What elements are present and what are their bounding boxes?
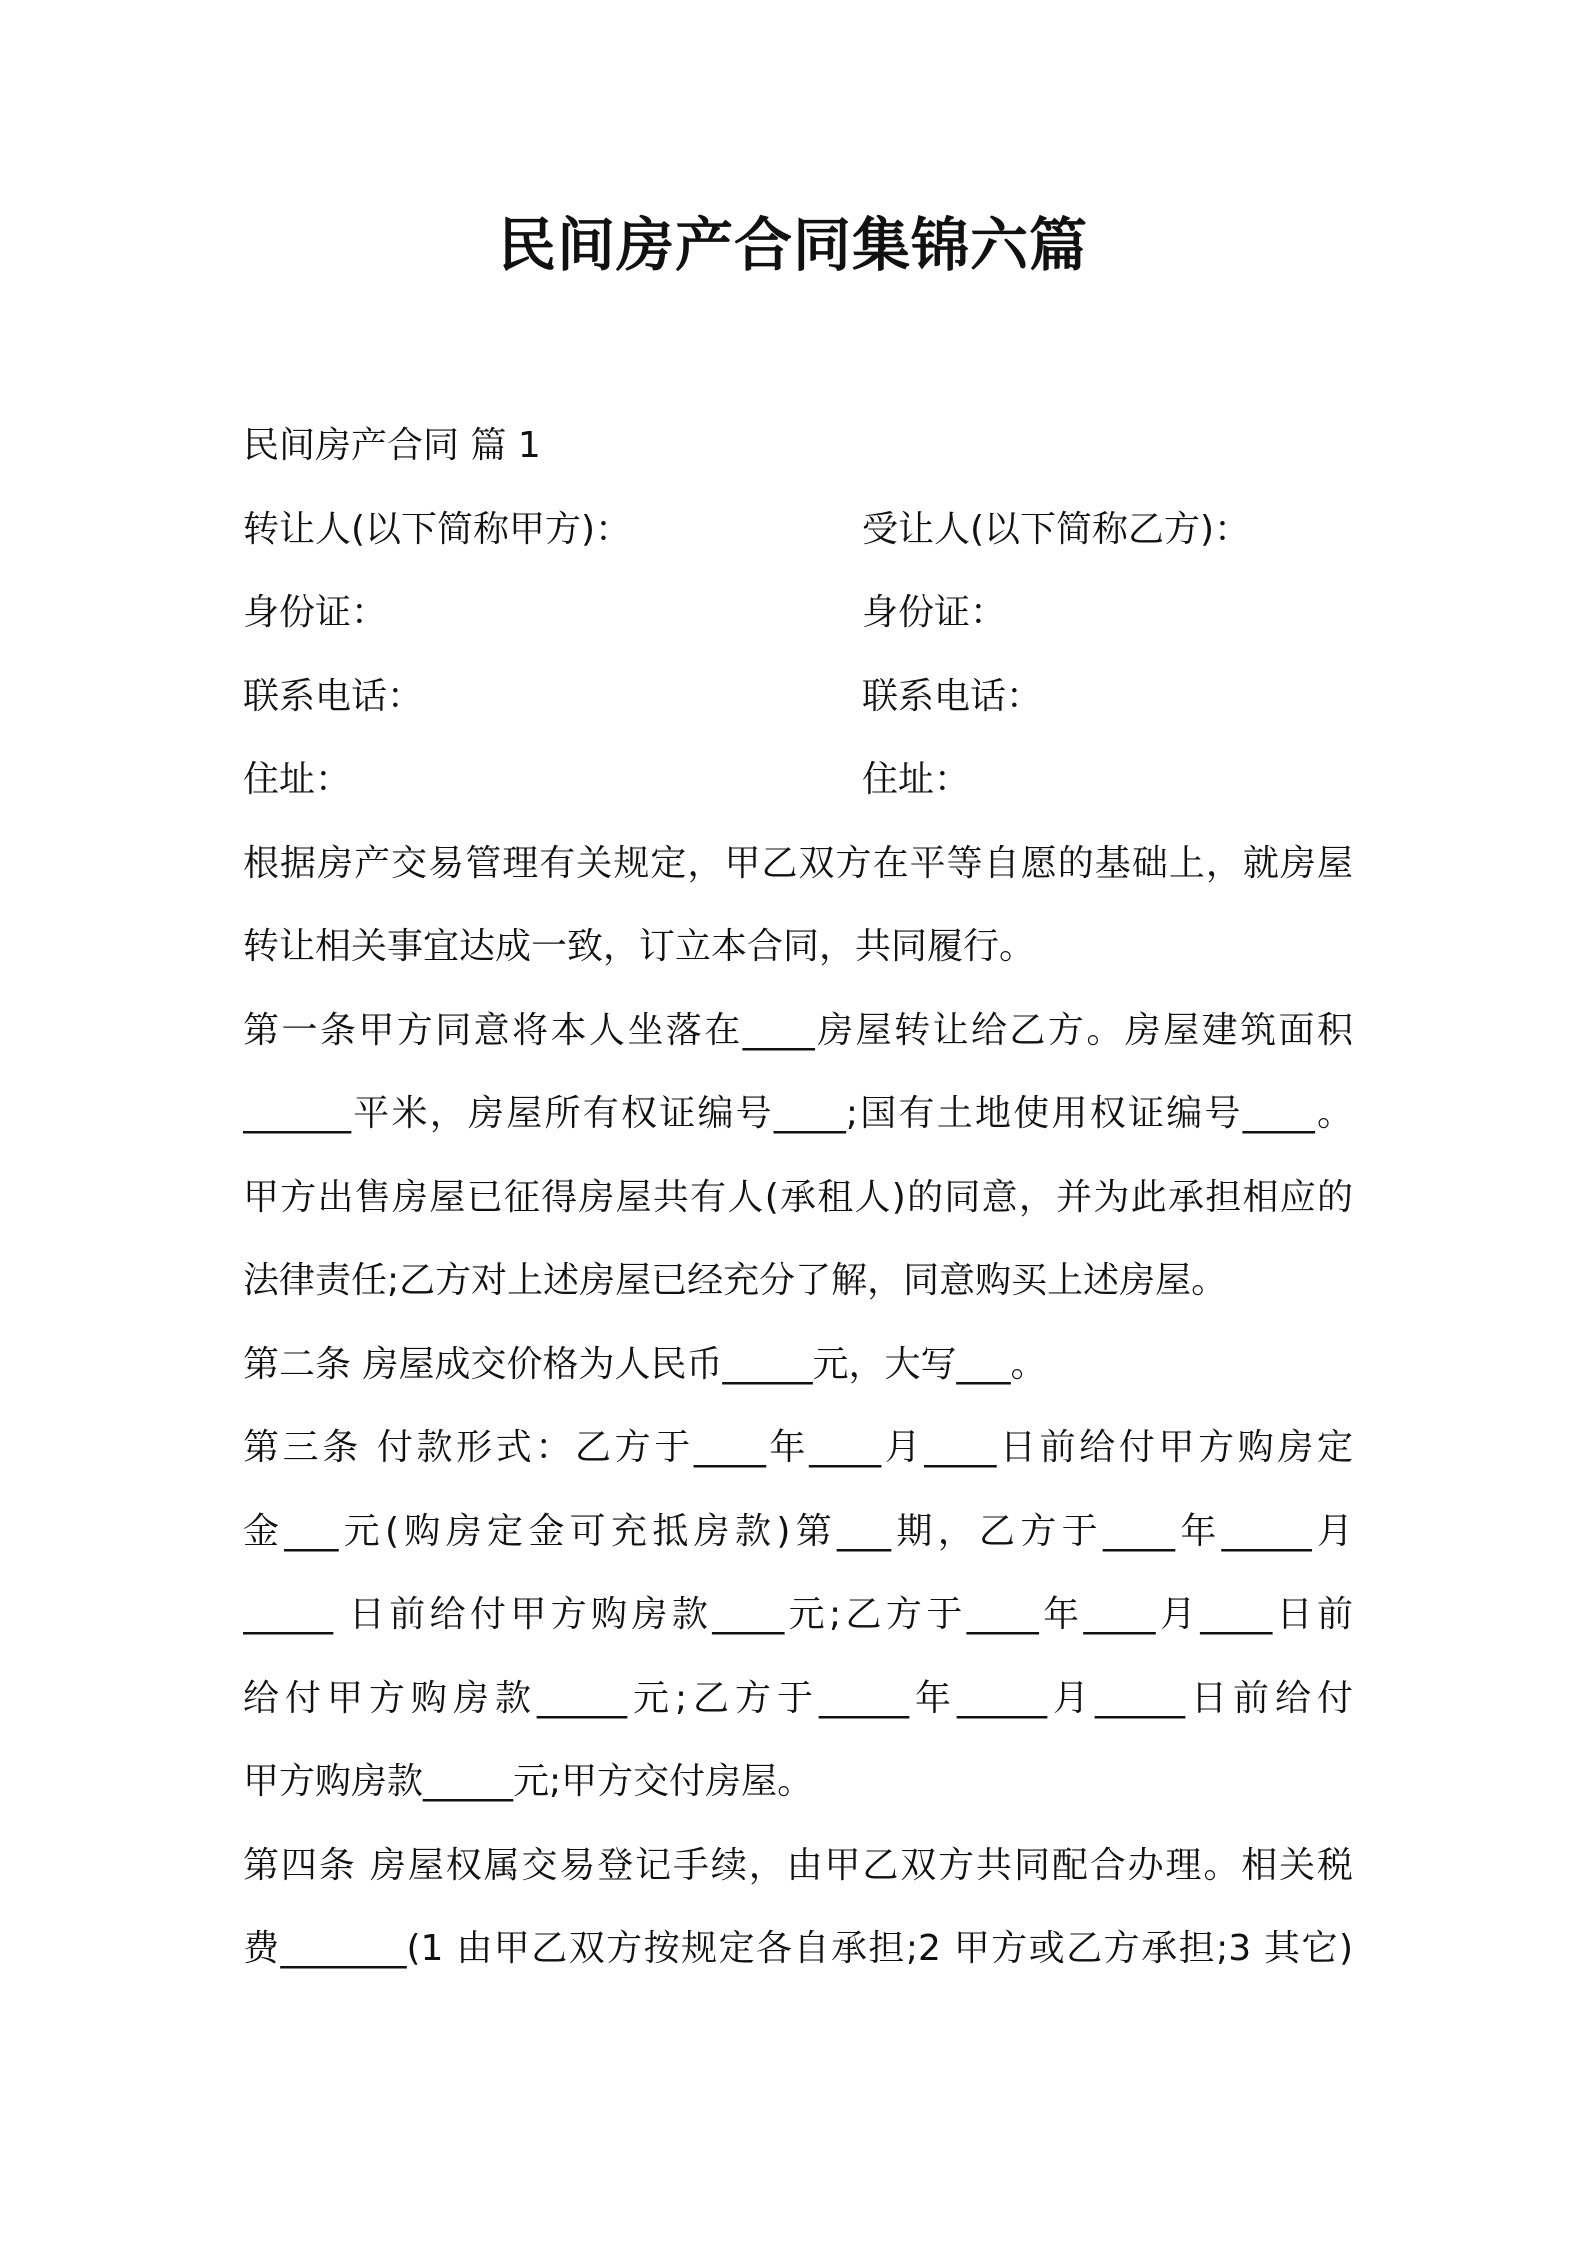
transferee-address-label: 住址： [862, 759, 971, 800]
paragraph-line: 甲方购房款_____元;甲方交付房屋。 [243, 1761, 814, 1802]
paragraph-line: 费_______(1 由甲乙双方按规定各自承担;2 甲方或乙方承担;3 其它) [243, 1928, 1353, 1969]
transferee-phone-label: 联系电话： [862, 675, 1043, 717]
document-body [243, 404, 1353, 1991]
paragraph-line: _____ 日前给付甲方购房款____元;乙方于____年____月____日前 [243, 1594, 1353, 1635]
transferee-label: 受让人(以下简称乙方)： [862, 508, 1251, 550]
paragraph-line: 第二条 房屋成交价格为人民币_____元，大写___。 [243, 1343, 1047, 1385]
paragraph-line: 第一条甲方同意将本人坐落在____房屋转让给乙方。房屋建筑面积 [243, 1009, 1353, 1051]
party-row-id [243, 571, 1353, 655]
transferee-id-label: 身份证： [862, 592, 1007, 633]
transferor-label: 转让人(以下简称甲方)： [243, 508, 632, 550]
paragraph-line: 金___元(购房定金可充抵房款)第___期，乙方于____年_____月 [243, 1510, 1353, 1552]
paragraph-line: 根据房产交易管理有关规定，甲乙双方在平等自愿的基础上，就房屋 [243, 842, 1353, 884]
party-row-address [243, 738, 1353, 822]
transferor-phone-label: 联系电话： [243, 675, 424, 717]
section-heading: 民间房产合同 篇 1 [243, 425, 541, 466]
transferor-id-label: 身份证： [243, 592, 388, 633]
paragraph-line: 法律责任;乙方对上述房屋已经充分了解，同意购买上述房屋。 [243, 1260, 1228, 1301]
paragraph-line: 甲方出售房屋已征得房屋共有人(承租人)的同意，并为此承担相应的 [243, 1176, 1353, 1218]
paragraph-line: 给付甲方购房款_____元;乙方于_____年_____月_____日前给付 [243, 1677, 1353, 1719]
paragraph-line: 第三条 付款形式：乙方于____年____月____日前给付甲方购房定 [243, 1427, 1353, 1468]
paragraph-line: ______平米，房屋所有权证编号____;国有土地使用权证编号____。 [243, 1093, 1353, 1134]
transferor-address-label: 住址： [243, 759, 352, 800]
document-title: 民间房产合同集锦六篇 [497, 211, 1088, 279]
party-row-phone [243, 655, 1353, 739]
party-row-transfer [243, 488, 1353, 572]
paragraph-line: 第四条 房屋权属交易登记手续，由甲乙双方共同配合办理。相关税 [243, 1844, 1353, 1886]
paragraph-line: 转让相关事宜达成一致，订立本合同，共同履行。 [243, 926, 1036, 967]
